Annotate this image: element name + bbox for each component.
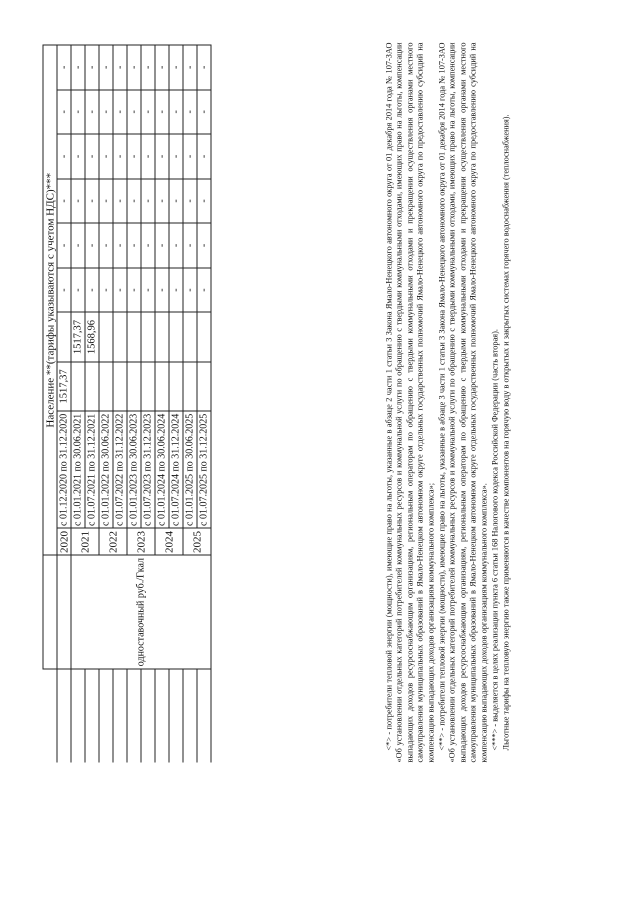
value-cell (99, 312, 113, 361)
dash-cell: - (183, 45, 197, 90)
value-cell (141, 362, 155, 411)
dash-cell: - (141, 268, 155, 313)
dash-cell: - (113, 45, 127, 90)
dash-cell: - (169, 268, 183, 313)
dash-cell: - (197, 268, 211, 313)
year-cell: 2022 (99, 528, 127, 555)
dash-cell: - (127, 45, 141, 90)
dash-cell: - (141, 134, 155, 179)
value-cell (99, 362, 113, 411)
empty-cell (183, 669, 197, 763)
dash-cell: - (183, 179, 197, 224)
year-cell: 2025 (183, 528, 211, 555)
period-cell: с 01.07.2024 по 31.12.2024 (169, 411, 183, 528)
dash-cell: - (155, 45, 169, 90)
footnote-1: <*> - потребители тепловой энергии (мощности), имеющие право на льготы, указанные в абзаце 2 части 1 статьи 3 Закона Ямало-Ненецкого автономного округа от 01 декабря 2014 года № 107-ЗАО «Об установлении отдельных категорий потребителей коммунальных ресурсов и коммунальной услуги по обращению с твердыми коммунальными отходами, имеющих право на льготы, компенсации выпадающих доходов ресурсоснабжающим организациям, региональным операторам по обращению с твердыми коммунальными отходами и прекращении осуществления органами местного самоуправления муниципальных образований в Ямало-Ненецком автономном округе отдельных государственных полномочий Ямало-Ненецкого автономного округа по предоставлению субсидий на компенсацию выпадающих доходов организациям коммунального комплекса»; (384, 42, 436, 763)
dash-cell: - (113, 134, 127, 179)
empty-cell (57, 555, 71, 668)
dash-cell: - (155, 223, 169, 268)
empty-cell (99, 669, 113, 763)
dash-cell: - (197, 223, 211, 268)
dash-cell: - (71, 134, 85, 179)
value-cell (127, 362, 141, 411)
dash-cell: - (197, 90, 211, 135)
dash-cell: - (127, 268, 141, 313)
dash-cell: - (155, 90, 169, 135)
empty-cell (113, 669, 127, 763)
period-cell: с 01.07.2022 по 31.12.2022 (113, 411, 127, 528)
tariff-table (43, 45, 212, 763)
dash-cell: - (71, 268, 85, 313)
footnotes (385, 43, 514, 763)
period-cell: с 01.07.2021 по 31.12.2021 (85, 411, 99, 528)
dash-cell: - (183, 268, 197, 313)
value-cell (113, 312, 127, 361)
empty-cell (155, 669, 169, 763)
dash-cell: - (85, 134, 99, 179)
footnote-3: <***> - выделяется в целях реализации пункта 6 статьи 168 Налогового кодекса Российской Федерации (часть вторая). (490, 329, 500, 751)
dash-cell: - (99, 134, 113, 179)
dash-cell: - (127, 179, 141, 224)
dash-cell: - (57, 45, 71, 90)
empty-cell (127, 669, 141, 763)
footnote-4: Льготные тарифы на тепловую энергию также применяются в качестве компонентов на горячую воду в открытых и закрытых системах горячего водоснабжения (теплоснабжения). (501, 114, 511, 751)
dash-cell: - (99, 179, 113, 224)
period-cell: с 01.01.2025 по 30.06.2025 (183, 411, 197, 528)
dash-cell: - (71, 90, 85, 135)
year-cell: 2023 (127, 528, 155, 555)
table-row (71, 45, 85, 763)
dash-cell: - (57, 134, 71, 179)
value-cell (197, 312, 211, 361)
dash-cell: - (113, 90, 127, 135)
dash-cell: - (57, 223, 71, 268)
dash-cell: - (113, 179, 127, 224)
dash-cell: - (155, 134, 169, 179)
dash-cell: - (57, 90, 71, 135)
empty-cell (57, 669, 71, 763)
unit-cell: одноставочный руб./Гкал (71, 555, 211, 668)
dash-cell: - (141, 179, 155, 224)
dash-cell: - (113, 223, 127, 268)
dash-cell: - (183, 223, 197, 268)
dash-cell: - (99, 45, 113, 90)
table-row (57, 45, 71, 763)
dash-cell: - (197, 134, 211, 179)
dash-cell: - (57, 179, 71, 224)
dash-cell: - (127, 134, 141, 179)
value-cell (141, 312, 155, 361)
dash-cell: - (99, 90, 113, 135)
value-cell (155, 312, 169, 361)
value-cell: 1517,37 (71, 312, 85, 361)
table-header: Население **(тарифы указываются с учетом НДС)*** (43, 45, 57, 555)
dash-cell: - (169, 179, 183, 224)
empty-cell (43, 555, 57, 668)
dash-cell: - (183, 134, 197, 179)
dash-cell: - (141, 45, 155, 90)
period-cell: с 01.01.2024 по 30.06.2024 (155, 411, 169, 528)
dash-cell: - (71, 223, 85, 268)
dash-cell: - (85, 179, 99, 224)
period-cell: с 01.01.2021 по 30.06.2021 (71, 411, 85, 528)
empty-cell (169, 669, 183, 763)
rotated-content (1, 0, 640, 905)
value-cell (57, 312, 71, 361)
value-cell (169, 312, 183, 361)
dash-cell: - (169, 45, 183, 90)
dash-cell: - (141, 223, 155, 268)
dash-cell: - (99, 268, 113, 313)
dash-cell: - (155, 179, 169, 224)
value-cell (85, 362, 99, 411)
dash-cell: - (85, 45, 99, 90)
dash-cell: - (141, 90, 155, 135)
period-cell: с 01.12.2020 по 31.12.2020 (57, 411, 71, 528)
year-cell: 2020 (57, 528, 71, 555)
period-cell: с 01.01.2023 по 30.06.2023 (127, 411, 141, 528)
year-cell: 2024 (155, 528, 183, 555)
dash-cell: - (183, 90, 197, 135)
value-cell (71, 362, 85, 411)
period-cell: с 01.01.2022 по 30.06.2022 (99, 411, 113, 528)
value-cell (113, 362, 127, 411)
dash-cell: - (197, 179, 211, 224)
dash-cell: - (127, 223, 141, 268)
dash-cell: - (57, 268, 71, 313)
empty-cell (197, 669, 211, 763)
dash-cell: - (85, 268, 99, 313)
value-cell: 1568,96 (85, 312, 99, 361)
empty-cell (43, 669, 57, 763)
value-cell (197, 362, 211, 411)
value-cell (127, 312, 141, 361)
value-cell (155, 362, 169, 411)
dash-cell: - (99, 223, 113, 268)
footnote-2: <**> - потребители тепловой энергии (мощности), имеющие право на льготы, указанные в абзаце 3 части 1 статьи 3 Закона Ямало-Ненецкого автономного округа от 01 декабря 2014 года № 107-ЗАО «Об установлении отдельных категорий потребителей коммунальных ресурсов и коммунальной услуги по обращению с твердыми коммунальными отходами, имеющих право на льготы, компенсации выпадающих доходов ресурсоснабжающим организациям, региональным операторам по обращению с твердыми коммунальными отходами и прекращении осуществления органами местного самоуправления муниципальных образований в Ямало-Ненецком автономном округе отдельных государственных полномочий Ямало-Ненецкого автономного округа по предоставлению субсидий на компенсацию выпадающих доходов организациям коммунального комплекса». (437, 42, 489, 763)
dash-cell: - (197, 45, 211, 90)
year-cell: 2021 (71, 528, 99, 555)
dash-cell: - (169, 134, 183, 179)
dash-cell: - (85, 90, 99, 135)
dash-cell: - (169, 223, 183, 268)
dash-cell: - (155, 268, 169, 313)
empty-cell (85, 669, 99, 763)
dash-cell: - (127, 90, 141, 135)
dash-cell: - (71, 45, 85, 90)
dash-cell: - (71, 179, 85, 224)
value-cell (183, 312, 197, 361)
value-cell (183, 362, 197, 411)
period-cell: с 01.07.2025 по 31.12.2025 (197, 411, 211, 528)
dash-cell: - (113, 268, 127, 313)
empty-cell (71, 669, 85, 763)
value-cell: 1517,37 (57, 362, 71, 411)
table-header-row (43, 45, 57, 763)
period-cell: с 01.07.2023 по 31.12.2023 (141, 411, 155, 528)
value-cell (169, 362, 183, 411)
empty-cell (141, 669, 155, 763)
dash-cell: - (85, 223, 99, 268)
dash-cell: - (169, 90, 183, 135)
